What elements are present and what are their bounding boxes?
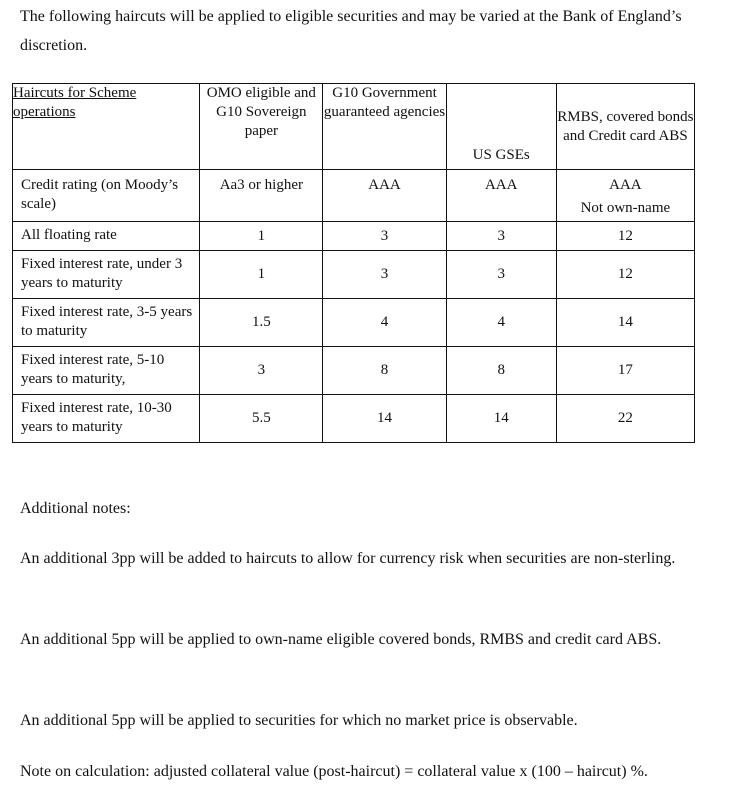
haircut-cell: 12	[556, 251, 694, 299]
rating-note: Not own-name	[580, 200, 671, 216]
note-own-name: An additional 5pp will be applied to own-name eligible covered bonds, RMBS and credit card ABS.	[20, 631, 662, 648]
haircut-cell: 22	[556, 395, 694, 443]
table-row	[13, 251, 695, 299]
haircut-cell: 3	[446, 222, 556, 251]
note-currency-risk: An additional 3pp will be added to haircuts to allow for currency risk when securities are non-sterling.	[20, 550, 676, 567]
row-label: All floating rate	[13, 222, 200, 251]
intro-paragraph: The following haircuts will be applied to eligible securities and may be varied at the Bank of England’s discretion.	[20, 8, 682, 54]
row-label: Fixed interest rate, under 3 years to maturity	[13, 251, 200, 299]
rating-cell: Aa3 or higher	[200, 170, 323, 222]
haircut-cell: 3	[323, 251, 446, 299]
column-header-g10-agencies: G10 Government guaranteed agencies	[323, 84, 446, 170]
table-row	[13, 395, 695, 443]
corner-header: Haircuts for Scheme operations	[13, 84, 200, 170]
haircut-cell: 4	[323, 299, 446, 347]
table-row	[13, 222, 695, 251]
rating-cell: AAA	[323, 170, 446, 222]
haircut-cell: 8	[446, 347, 556, 395]
haircut-cell: 1.5	[200, 299, 323, 347]
haircut-cell: 14	[556, 299, 694, 347]
haircut-cell: 14	[446, 395, 556, 443]
haircut-cell: 8	[323, 347, 446, 395]
table-row	[13, 347, 695, 395]
note-no-market-price: An additional 5pp will be applied to securities for which no market price is observable.	[20, 712, 578, 729]
table-row	[13, 299, 695, 347]
row-label: Credit rating (on Moody’s scale)	[13, 170, 200, 222]
row-label: Fixed interest rate, 10-30 years to maturity	[13, 395, 200, 443]
haircut-cell: 3	[323, 222, 446, 251]
haircut-cell: 5.5	[200, 395, 323, 443]
rating-value: AAA	[609, 177, 642, 193]
haircut-cell: 3	[200, 347, 323, 395]
column-header-us-gses: US GSEs	[446, 84, 556, 170]
rating-cell: AAA	[446, 170, 556, 222]
haircut-cell: 3	[446, 251, 556, 299]
notes-heading: Additional notes:	[20, 500, 131, 517]
rating-cell	[556, 170, 694, 222]
haircuts-table	[12, 83, 695, 443]
haircut-cell: 1	[200, 222, 323, 251]
haircut-cell: 17	[556, 347, 694, 395]
haircut-cell: 1	[200, 251, 323, 299]
haircut-cell: 14	[323, 395, 446, 443]
haircut-cell: 12	[556, 222, 694, 251]
credit-rating-row	[13, 170, 695, 222]
haircut-cell: 4	[446, 299, 556, 347]
column-header-rmbs: RMBS, covered bonds and Credit card ABS	[556, 84, 694, 170]
note-calculation: Note on calculation: adjusted collateral value (post-haircut) = collateral value x (100 – haircut) %.	[20, 763, 648, 780]
row-label: Fixed interest rate, 5-10 years to maturity,	[13, 347, 200, 395]
column-header-omo: OMO eligible and G10 Sovereign paper	[200, 84, 323, 170]
table-header-row	[13, 84, 695, 170]
row-label: Fixed interest rate, 3-5 years to maturity	[13, 299, 200, 347]
